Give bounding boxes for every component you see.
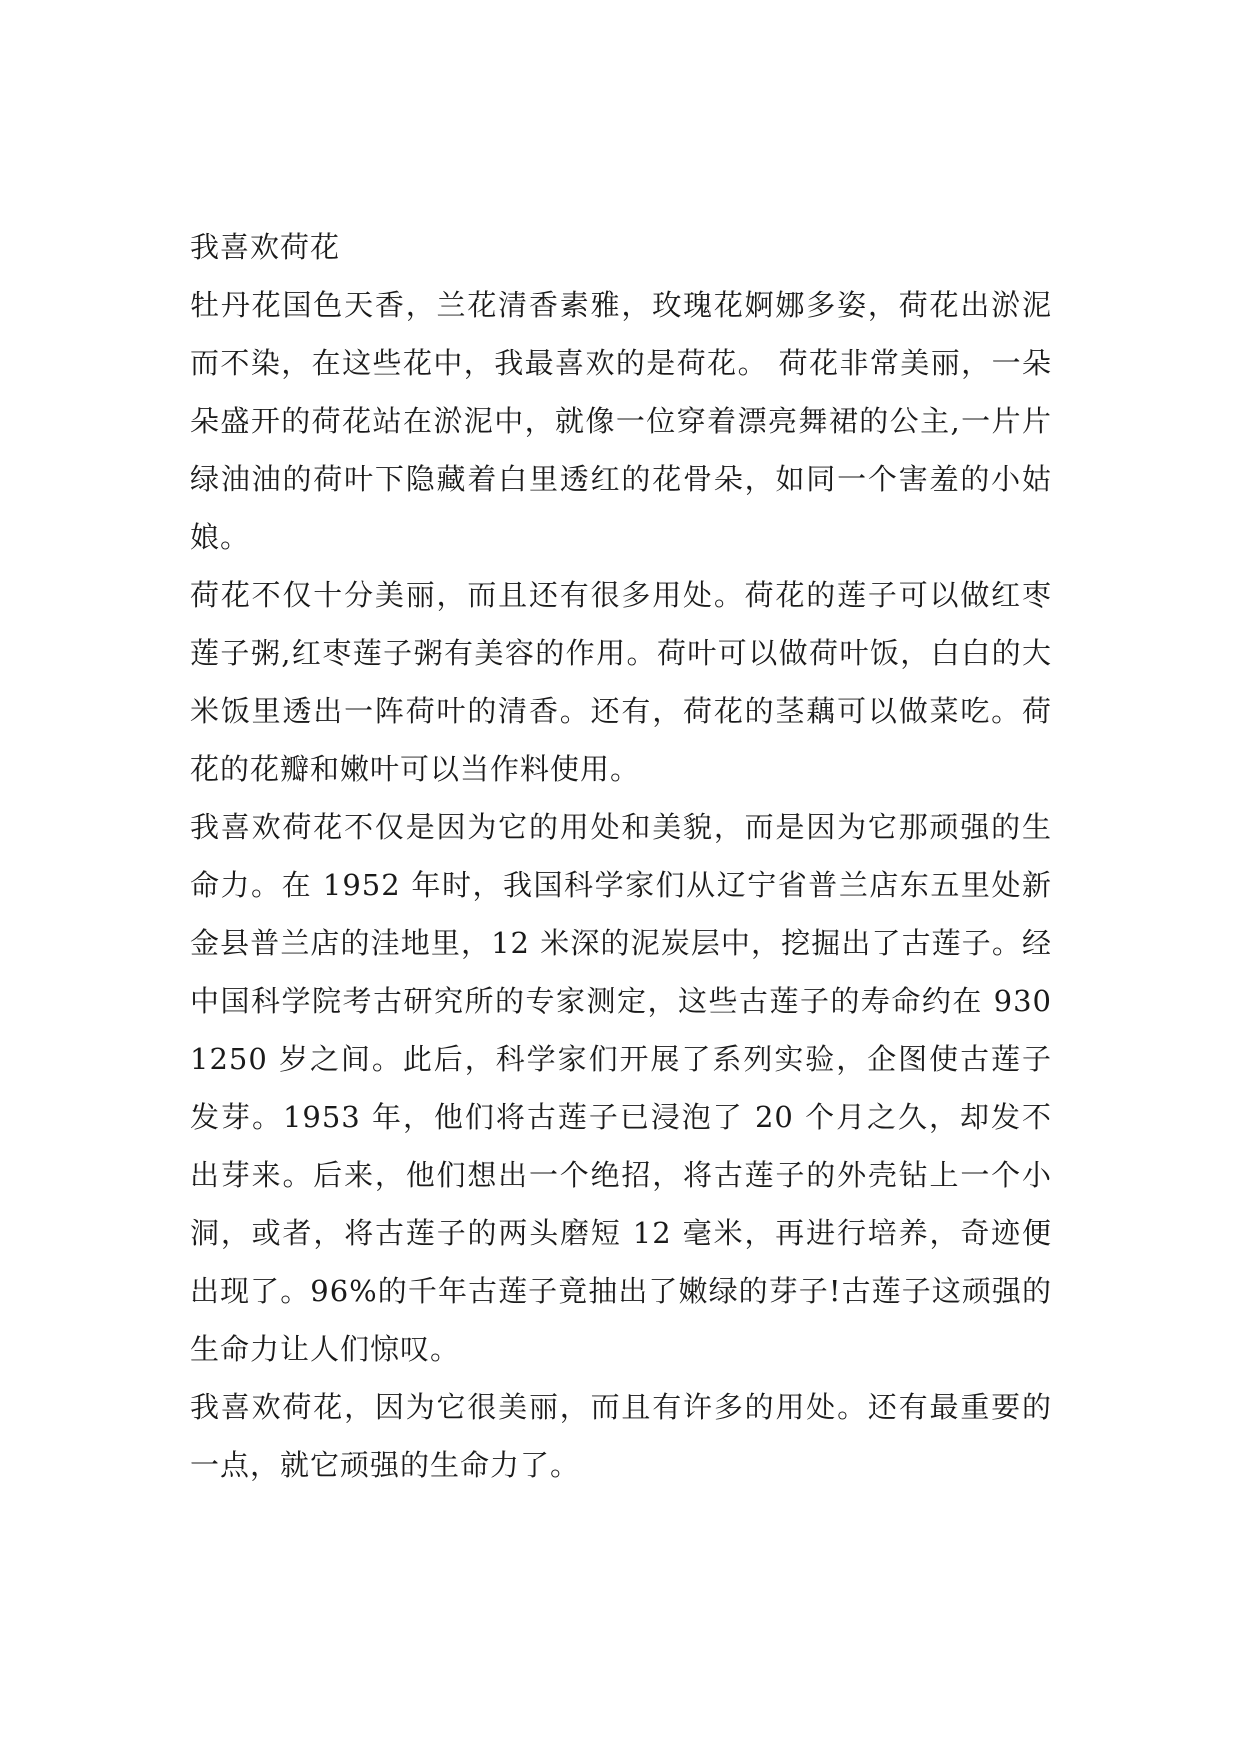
paragraph-3: 我喜欢荷花不仅是因为它的用处和美貌，而是因为它那顽强的生命力。在 1952 年时，我国科学家们从辽宁省普兰店东五里处新金县普兰店的洼地里，12 米深的泥炭层中，挖掘出了古莲子。经中国科学院考古研究所的专家测定，这些古莲子的寿命约在 9301250 岁之间。此后，科学家们开展了系列实验，企图使古莲子发芽。1953 年，他们将古莲子已浸泡了 20 个月之久，却发不出芽来。后来，他们想出一个绝招，将古莲子的外壳钻上一个小洞，或者，将古莲子的两头磨短 12 毫米，再进行培养，奇迹便出现了。96%的千年古莲子竟抽出了嫩绿的芽子!古莲子这顽强的生命力让人们惊叹。	[190, 810, 1052, 1366]
document-title: 我喜欢荷花	[190, 230, 341, 264]
document-page	[190, 218, 1052, 1494]
paragraph-1: 牡丹花国色天香，兰花清香素雅，玫瑰花婀娜多姿，荷花出淤泥而不染，在这些花中，我最喜欢的是荷花。 荷花非常美丽，一朵朵盛开的荷花站在淤泥中，就像一位穿着漂亮舞裙的公主,一片片绿油油的荷叶下隐藏着白里透红的花骨朵，如同一个害羞的小姑娘。	[190, 288, 1052, 554]
paragraph-4: 我喜欢荷花，因为它很美丽，而且有许多的用处。还有最重要的一点，就它顽强的生命力了。	[190, 1390, 1052, 1482]
paragraph-2: 荷花不仅十分美丽，而且还有很多用处。荷花的莲子可以做红枣莲子粥,红枣莲子粥有美容的作用。荷叶可以做荷叶饭，白白的大米饭里透出一阵荷叶的清香。还有，荷花的茎藕可以做菜吃。荷花的花瓣和嫩叶可以当作料使用。	[190, 578, 1052, 786]
